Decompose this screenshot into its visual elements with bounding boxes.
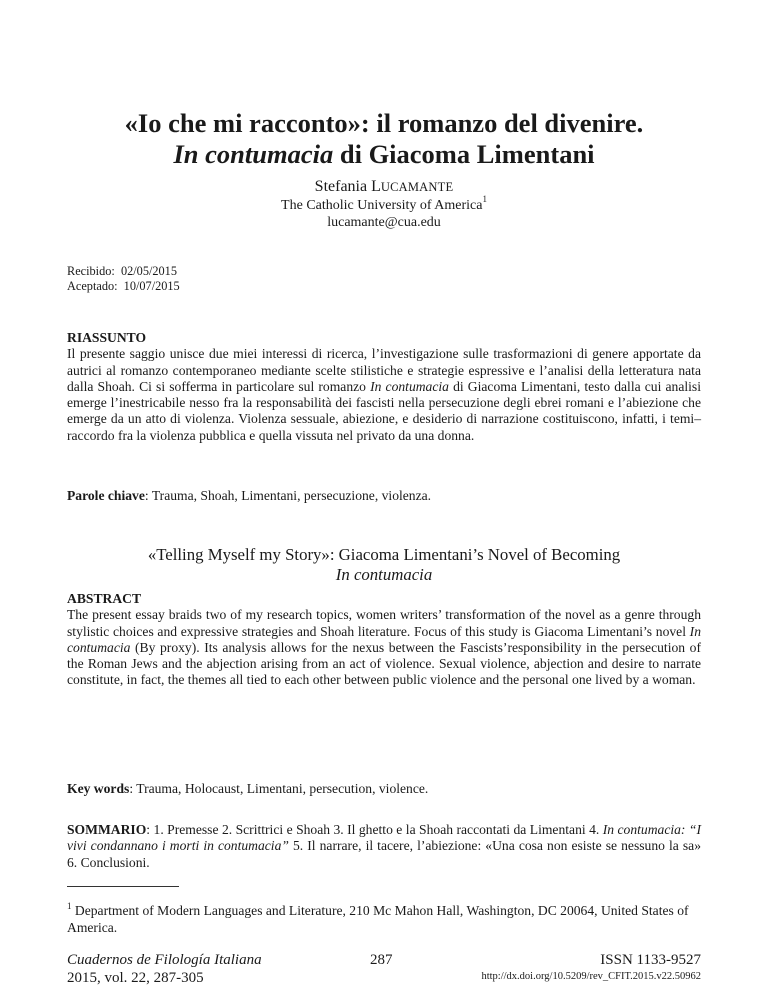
abstract-text-2: (By proxy). Its analysis allows for the nexus between the Fascists’responsibility in the persecution of the Roman Jews and the abjection arising from an act of violence. Sexual violence, abjection and desire to narrate constitute, in fact, the themes all tied to each other between public violence and the personal one lived by a woman. (67, 639, 701, 688)
footnote-separator (67, 886, 179, 887)
key-words (67, 781, 701, 797)
journal-volume: 2015, vol. 22, 287-305 (67, 970, 204, 986)
footnote-number: 1 (67, 901, 72, 911)
footnote-text: Department of Modern Languages and Literature, 210 Mc Mahon Hall, Washington, DC 20064, United States of America. (67, 903, 689, 935)
riassunto-section (67, 330, 701, 444)
riassunto-text-2: di Giacoma Limentani, testo dalla cui analisi emerge l’inestricabile nesso fra la responsabilità dei fascisti nella persecuzione degli ebrei romani e l’abiezione che emerge da un atto di violenza. Violenza sessuale, abiezione, e desiderio di narrazione costituiscono, infatti, i temi–raccordo fra la violenza pubblica e quella vissuta nel privato da una donna. (67, 378, 701, 443)
sommario-label: SOMMARIO (67, 822, 147, 837)
doi-link[interactable]: http://dx.doi.org/10.5209/rev_CFIT.2015.v22.50962 (481, 971, 701, 982)
issn-doi-block (481, 951, 701, 985)
english-title-italic: In contumacia (335, 564, 433, 584)
author-first: Stefania L (314, 178, 381, 195)
journal-info (67, 951, 262, 987)
abstract-text-1: The present essay braids two of my research topics, women writers’ transformation of the novel as a genre through stylistic choices and expressive strategies and Shoah literature. Focus of this study is Giacoma Limentani’s novel (67, 607, 701, 639)
riassunto-italic: In contumacia (370, 378, 449, 394)
parole-chiave-text: : Trauma, Shoah, Limentani, persecuzione, violenza. (144, 488, 432, 503)
affiliation-line (60, 194, 708, 214)
key-words-label: Key words (67, 781, 130, 796)
received-date: Recibido: 02/05/2015 (67, 264, 177, 278)
sommario-section (67, 822, 701, 871)
english-title-line-1: «Telling Myself my Story»: Giacoma Limentani’s Novel of Becoming (147, 545, 621, 564)
sommario-italic: In contumacia: “I vivi condannano i morti in contumacia” (67, 822, 701, 854)
riassunto-heading: RIASSUNTO (67, 330, 147, 345)
english-title (60, 545, 708, 584)
page-number: 287 (370, 952, 393, 968)
title-line-2-rest: di Giacoma Limentani (333, 139, 595, 169)
title-line-1: «Io che mi racconto»: il romanzo del divenire. (124, 108, 644, 138)
abstract-heading: ABSTRACT (67, 591, 142, 606)
author-affiliation (60, 194, 708, 231)
author-name (60, 178, 708, 196)
parole-chiave (67, 488, 701, 504)
author-email[interactable]: lucamante@cua.edu (327, 215, 441, 230)
riassunto-text-1: Il presente saggio unisce due miei interessi di ricerca, l’investigazione sulle trasformazioni di genere apportate da autrici al romanzo contemporaneo mediante scelte stilistiche e strategie espressive e l’analisi della letteratura nata dalla Shoah. Ci si sofferma in particolare sul romanzo (67, 346, 701, 394)
author-last-smallcaps: UCAMANTE (380, 180, 454, 194)
institution: The Catholic University of America (281, 198, 483, 213)
parole-chiave-label: Parole chiave (67, 488, 145, 503)
submission-dates (67, 264, 180, 294)
abstract-section (67, 591, 701, 689)
journal-name (67, 951, 262, 969)
article-title (60, 108, 708, 170)
accepted-date: Aceptado: 10/07/2015 (67, 279, 180, 293)
title-line-2 (60, 139, 708, 170)
sommario-text-2: 5. Il narrare, il tacere, l’abiezione: «Una cosa non esiste se nessuno la sa» 6. Conclusioni. (67, 838, 701, 870)
key-words-text: : Trauma, Holocaust, Limentani, persecution, violence. (129, 781, 429, 796)
issn: ISSN 1133-9527 (600, 952, 701, 968)
journal-name-italic: Cuadernos de Filología Italiana (67, 952, 262, 968)
english-title-line-2 (60, 565, 708, 585)
footnote-1 (67, 902, 701, 936)
title-italic-work: In contumacia (173, 139, 334, 169)
abstract-italic: In contumacia (67, 623, 701, 655)
sommario-text-1: : 1. Premesse 2. Scrittrici e Shoah 3. Il ghetto e la Shoah raccontati da Limentani 4. (146, 822, 603, 837)
footnote-marker: 1 (482, 194, 487, 204)
